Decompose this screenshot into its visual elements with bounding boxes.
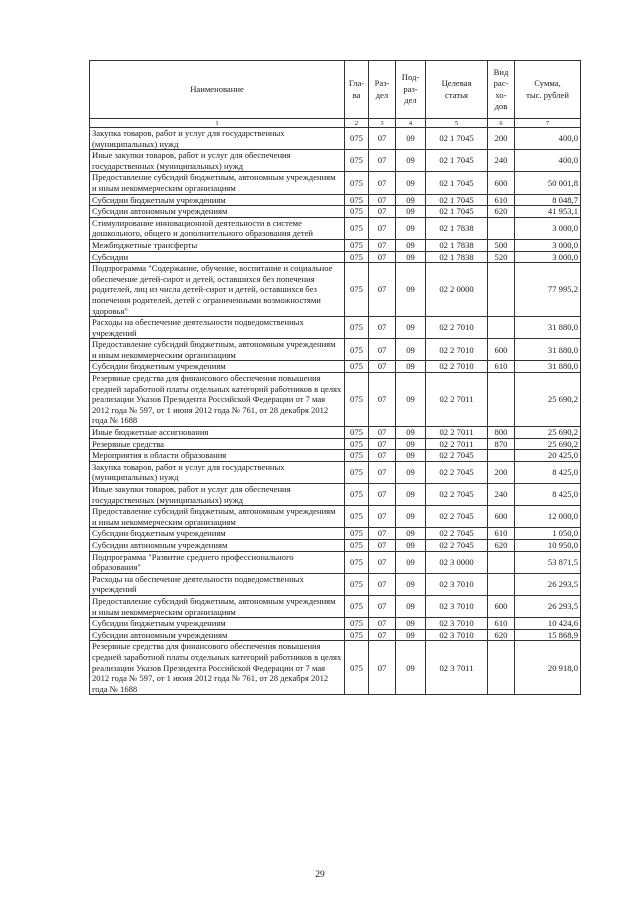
row-vid-cell: 610 xyxy=(488,618,515,630)
row-statya-cell: 02 1 7045 xyxy=(426,128,488,150)
row-podrazdel-cell: 09 xyxy=(396,263,426,317)
row-razdel-cell: 07 xyxy=(369,506,396,528)
row-razdel-cell: 07 xyxy=(369,484,396,506)
row-razdel-cell: 07 xyxy=(369,339,396,361)
table-row xyxy=(90,217,581,239)
row-vid-cell xyxy=(488,263,515,317)
row-sum-cell: 53 871,5 xyxy=(515,551,581,573)
row-podrazdel-cell: 09 xyxy=(396,461,426,483)
row-name-cell: Резервные средства для финансового обеспечения повышения средней заработной платы отдельных категорий работников в целях реализации Указов Президента Российской Федерации от 7 мая 2012 года № 597, от 1 июня 2012 года № 761, от 28 декабря 2012 года № 1688 xyxy=(90,641,345,695)
row-razdel-cell: 07 xyxy=(369,450,396,462)
row-statya-cell: 02 2 7045 xyxy=(426,450,488,462)
row-glava-cell: 075 xyxy=(345,450,369,462)
row-sum-cell: 50 001,8 xyxy=(515,172,581,194)
table-row xyxy=(90,150,581,172)
row-glava-cell: 075 xyxy=(345,206,369,218)
row-vid-cell: 610 xyxy=(488,528,515,540)
row-podrazdel-cell: 09 xyxy=(396,150,426,172)
row-razdel-cell: 07 xyxy=(369,317,396,339)
row-razdel-cell: 07 xyxy=(369,461,396,483)
table-row xyxy=(90,194,581,206)
budget-table xyxy=(89,60,581,695)
row-sum-cell: 77 995,2 xyxy=(515,263,581,317)
row-statya-cell: 02 3 7010 xyxy=(426,595,488,617)
row-vid-cell: 600 xyxy=(488,339,515,361)
row-razdel-cell: 07 xyxy=(369,251,396,263)
row-statya-cell: 02 1 7838 xyxy=(426,251,488,263)
row-sum-cell: 8 048,7 xyxy=(515,194,581,206)
row-podrazdel-cell: 09 xyxy=(396,239,426,251)
column-number: 6 xyxy=(488,119,515,128)
row-glava-cell: 075 xyxy=(345,461,369,483)
row-statya-cell: 02 2 0000 xyxy=(426,263,488,317)
row-glava-cell: 075 xyxy=(345,251,369,263)
row-name-cell: Резервные средства xyxy=(90,438,345,450)
row-glava-cell: 075 xyxy=(345,373,369,427)
row-vid-cell: 800 xyxy=(488,427,515,439)
row-sum-cell: 31 880,0 xyxy=(515,361,581,373)
row-sum-cell: 3 000,0 xyxy=(515,251,581,263)
header-razdel: Раз- дел xyxy=(369,61,396,119)
column-number: 2 xyxy=(345,119,369,128)
row-vid-cell: 200 xyxy=(488,128,515,150)
row-podrazdel-cell: 09 xyxy=(396,339,426,361)
row-name-cell: Субсидии бюджетным учреждениям xyxy=(90,618,345,630)
row-glava-cell: 075 xyxy=(345,528,369,540)
table-row xyxy=(90,438,581,450)
row-vid-cell: 870 xyxy=(488,438,515,450)
page-number: 29 xyxy=(315,870,325,880)
row-podrazdel-cell: 09 xyxy=(396,206,426,218)
row-name-cell: Резервные средства для финансового обеспечения повышения средней заработной платы отдельных категорий работников в целях реализации Указов Президента Российской Федерации от 7 мая 2012 года № 597, от 1 июня 2012 года № 761, от 28 декабря 2012 года № 1688 xyxy=(90,373,345,427)
row-statya-cell: 02 2 7011 xyxy=(426,427,488,439)
row-name-cell: Предоставление субсидий бюджетным, автономным учреждениям и иным некоммерческим организациям xyxy=(90,506,345,528)
table-body xyxy=(90,128,581,695)
row-razdel-cell: 07 xyxy=(369,150,396,172)
row-statya-cell: 02 1 7838 xyxy=(426,239,488,251)
table-row xyxy=(90,361,581,373)
row-vid-cell: 600 xyxy=(488,172,515,194)
row-sum-cell: 1 050,0 xyxy=(515,528,581,540)
row-razdel-cell: 07 xyxy=(369,239,396,251)
row-name-cell: Межбюджетные трансферты xyxy=(90,239,345,251)
table-row xyxy=(90,339,581,361)
row-podrazdel-cell: 09 xyxy=(396,528,426,540)
row-sum-cell: 41 953,1 xyxy=(515,206,581,218)
row-name-cell: Закупка товаров, работ и услуг для государственных (муниципальных) нужд xyxy=(90,461,345,483)
row-podrazdel-cell: 09 xyxy=(396,361,426,373)
table-row xyxy=(90,461,581,483)
row-vid-cell xyxy=(488,573,515,595)
row-razdel-cell: 07 xyxy=(369,618,396,630)
column-number: 4 xyxy=(396,119,426,128)
row-glava-cell: 075 xyxy=(345,217,369,239)
row-name-cell: Стимулирование инновационной деятельности в системе дошкольного, общего и дополнительного образования детей xyxy=(90,217,345,239)
table-row xyxy=(90,263,581,317)
row-glava-cell: 075 xyxy=(345,239,369,251)
row-name-cell: Закупка товаров, работ и услуг для государственных (муниципальных) нужд xyxy=(90,128,345,150)
row-name-cell: Мероприятия в области образования xyxy=(90,450,345,462)
row-name-cell: Субсидии бюджетным учреждениям xyxy=(90,194,345,206)
row-statya-cell: 02 1 7045 xyxy=(426,206,488,218)
row-podrazdel-cell: 09 xyxy=(396,194,426,206)
row-glava-cell: 075 xyxy=(345,128,369,150)
row-podrazdel-cell: 09 xyxy=(396,539,426,551)
row-glava-cell: 075 xyxy=(345,641,369,695)
row-razdel-cell: 07 xyxy=(369,573,396,595)
row-statya-cell: 02 2 7011 xyxy=(426,438,488,450)
row-statya-cell: 02 2 7010 xyxy=(426,361,488,373)
row-name-cell: Субсидии автономным учреждениям xyxy=(90,539,345,551)
row-vid-cell xyxy=(488,641,515,695)
row-podrazdel-cell: 09 xyxy=(396,438,426,450)
header-summa: Сумма, тыс. рублей xyxy=(515,61,581,119)
row-podrazdel-cell: 09 xyxy=(396,629,426,641)
row-vid-cell: 610 xyxy=(488,194,515,206)
row-name-cell: Субсидии автономным учреждениям xyxy=(90,629,345,641)
row-sum-cell: 400,0 xyxy=(515,150,581,172)
row-glava-cell: 075 xyxy=(345,317,369,339)
row-podrazdel-cell: 09 xyxy=(396,317,426,339)
table-row xyxy=(90,618,581,630)
table-row xyxy=(90,595,581,617)
row-name-cell: Субсидии бюджетным учреждениям xyxy=(90,361,345,373)
header-name: Наименование xyxy=(90,61,345,119)
row-razdel-cell: 07 xyxy=(369,551,396,573)
table-row xyxy=(90,641,581,695)
row-vid-cell: 240 xyxy=(488,150,515,172)
table-row xyxy=(90,317,581,339)
row-sum-cell: 31 880,0 xyxy=(515,339,581,361)
row-razdel-cell: 07 xyxy=(369,438,396,450)
row-razdel-cell: 07 xyxy=(369,539,396,551)
row-podrazdel-cell: 09 xyxy=(396,595,426,617)
row-vid-cell: 240 xyxy=(488,484,515,506)
table-row xyxy=(90,539,581,551)
row-glava-cell: 075 xyxy=(345,573,369,595)
row-statya-cell: 02 2 7045 xyxy=(426,506,488,528)
row-sum-cell: 26 293,5 xyxy=(515,573,581,595)
row-name-cell: Иные закупки товаров, работ и услуг для обеспечения государственных (муниципальных) нужд xyxy=(90,484,345,506)
row-vid-cell: 500 xyxy=(488,239,515,251)
row-vid-cell: 620 xyxy=(488,206,515,218)
column-number-row xyxy=(90,119,581,128)
table-row xyxy=(90,528,581,540)
row-statya-cell: 02 1 7045 xyxy=(426,172,488,194)
row-vid-cell xyxy=(488,450,515,462)
row-statya-cell: 02 3 7010 xyxy=(426,618,488,630)
row-sum-cell: 26 293,5 xyxy=(515,595,581,617)
row-podrazdel-cell: 09 xyxy=(396,551,426,573)
table-row xyxy=(90,239,581,251)
row-podrazdel-cell: 09 xyxy=(396,618,426,630)
column-number: 1 xyxy=(90,119,345,128)
column-number: 3 xyxy=(369,119,396,128)
row-sum-cell: 8 425,0 xyxy=(515,461,581,483)
row-name-cell: Иные бюджетные ассигнования xyxy=(90,427,345,439)
row-name-cell: Субсидии бюджетным учреждениям xyxy=(90,528,345,540)
row-statya-cell: 02 1 7838 xyxy=(426,217,488,239)
table-row xyxy=(90,629,581,641)
row-sum-cell: 20 918,0 xyxy=(515,641,581,695)
row-podrazdel-cell: 09 xyxy=(396,641,426,695)
table-row xyxy=(90,484,581,506)
row-sum-cell: 8 425,0 xyxy=(515,484,581,506)
row-name-cell: Субсидии автономным учреждениям xyxy=(90,206,345,218)
row-sum-cell: 3 000,0 xyxy=(515,217,581,239)
row-glava-cell: 075 xyxy=(345,629,369,641)
row-razdel-cell: 07 xyxy=(369,595,396,617)
row-podrazdel-cell: 09 xyxy=(396,217,426,239)
row-statya-cell: 02 3 7010 xyxy=(426,573,488,595)
row-name-cell: Предоставление субсидий бюджетным, автономным учреждениям и иным некоммерческим организациям xyxy=(90,172,345,194)
row-podrazdel-cell: 09 xyxy=(396,450,426,462)
row-statya-cell: 02 2 7045 xyxy=(426,528,488,540)
row-glava-cell: 075 xyxy=(345,438,369,450)
row-sum-cell: 25 690,2 xyxy=(515,427,581,439)
row-vid-cell: 620 xyxy=(488,629,515,641)
row-name-cell: Предоставление субсидий бюджетным, автономным учреждениям и иным некоммерческим организациям xyxy=(90,339,345,361)
table-row xyxy=(90,450,581,462)
table-row xyxy=(90,506,581,528)
row-glava-cell: 075 xyxy=(345,427,369,439)
row-razdel-cell: 07 xyxy=(369,641,396,695)
table-row xyxy=(90,551,581,573)
header-podrazdel: Под- раз- дел xyxy=(396,61,426,119)
row-statya-cell: 02 1 7045 xyxy=(426,150,488,172)
row-sum-cell: 15 868,9 xyxy=(515,629,581,641)
row-glava-cell: 075 xyxy=(345,595,369,617)
row-statya-cell: 02 2 7011 xyxy=(426,373,488,427)
row-sum-cell: 10 950,0 xyxy=(515,539,581,551)
row-glava-cell: 075 xyxy=(345,506,369,528)
row-statya-cell: 02 3 0000 xyxy=(426,551,488,573)
row-statya-cell: 02 2 7010 xyxy=(426,339,488,361)
column-number: 7 xyxy=(515,119,581,128)
row-podrazdel-cell: 09 xyxy=(396,484,426,506)
table-header xyxy=(90,61,581,128)
row-podrazdel-cell: 09 xyxy=(396,172,426,194)
row-name-cell: Расходы на обеспечение деятельности подведомственных учреждений xyxy=(90,573,345,595)
column-number: 5 xyxy=(426,119,488,128)
row-razdel-cell: 07 xyxy=(369,528,396,540)
row-statya-cell: 02 2 7045 xyxy=(426,461,488,483)
row-sum-cell: 25 690,2 xyxy=(515,438,581,450)
row-glava-cell: 075 xyxy=(345,618,369,630)
row-vid-cell: 600 xyxy=(488,595,515,617)
row-razdel-cell: 07 xyxy=(369,206,396,218)
row-name-cell: Расходы на обеспечение деятельности подведомственных учреждений xyxy=(90,317,345,339)
row-statya-cell: 02 3 7010 xyxy=(426,629,488,641)
row-name-cell: Подпрограмма "Развитие среднего профессионального образования" xyxy=(90,551,345,573)
row-razdel-cell: 07 xyxy=(369,361,396,373)
row-glava-cell: 075 xyxy=(345,172,369,194)
row-statya-cell: 02 1 7045 xyxy=(426,194,488,206)
row-razdel-cell: 07 xyxy=(369,263,396,317)
row-sum-cell: 10 424,6 xyxy=(515,618,581,630)
row-glava-cell: 075 xyxy=(345,194,369,206)
row-sum-cell: 25 690,2 xyxy=(515,373,581,427)
row-glava-cell: 075 xyxy=(345,539,369,551)
row-sum-cell: 20 425,0 xyxy=(515,450,581,462)
row-vid-cell xyxy=(488,317,515,339)
header-glava: Гла- ва xyxy=(345,61,369,119)
table-row xyxy=(90,128,581,150)
row-glava-cell: 075 xyxy=(345,150,369,172)
row-statya-cell: 02 3 7011 xyxy=(426,641,488,695)
row-sum-cell: 31 880,0 xyxy=(515,317,581,339)
row-podrazdel-cell: 09 xyxy=(396,427,426,439)
row-statya-cell: 02 2 7045 xyxy=(426,484,488,506)
row-vid-cell: 620 xyxy=(488,539,515,551)
row-podrazdel-cell: 09 xyxy=(396,128,426,150)
table-row xyxy=(90,573,581,595)
row-razdel-cell: 07 xyxy=(369,629,396,641)
table-row xyxy=(90,206,581,218)
row-name-cell: Предоставление субсидий бюджетным, автономным учреждениям и иным некоммерческим организациям xyxy=(90,595,345,617)
table-row xyxy=(90,373,581,427)
header-vid: Вид рас- хо- дов xyxy=(488,61,515,119)
row-vid-cell: 200 xyxy=(488,461,515,483)
row-razdel-cell: 07 xyxy=(369,194,396,206)
row-podrazdel-cell: 09 xyxy=(396,506,426,528)
header-statya: Целевая статья xyxy=(426,61,488,119)
table-row xyxy=(90,427,581,439)
row-sum-cell: 3 000,0 xyxy=(515,239,581,251)
row-sum-cell: 400,0 xyxy=(515,128,581,150)
row-razdel-cell: 07 xyxy=(369,128,396,150)
row-name-cell: Подпрограмма "Содержание, обучение, воспитание и социальное обеспечение детей-сирот и детей, оставшихся без попечения родителей, лиц из числа детей-сирот и детей, оставшихся без попечения родителей, детей с ограниченными возможностями здоровья" xyxy=(90,263,345,317)
row-vid-cell xyxy=(488,373,515,427)
row-vid-cell: 600 xyxy=(488,506,515,528)
row-vid-cell: 610 xyxy=(488,361,515,373)
row-razdel-cell: 07 xyxy=(369,217,396,239)
row-podrazdel-cell: 09 xyxy=(396,573,426,595)
table-row xyxy=(90,251,581,263)
row-glava-cell: 075 xyxy=(345,484,369,506)
table-row xyxy=(90,172,581,194)
row-glava-cell: 075 xyxy=(345,339,369,361)
row-razdel-cell: 07 xyxy=(369,373,396,427)
row-glava-cell: 075 xyxy=(345,263,369,317)
row-vid-cell xyxy=(488,217,515,239)
row-glava-cell: 075 xyxy=(345,551,369,573)
row-glava-cell: 075 xyxy=(345,361,369,373)
row-sum-cell: 12 000,0 xyxy=(515,506,581,528)
row-podrazdel-cell: 09 xyxy=(396,373,426,427)
row-name-cell: Субсидии xyxy=(90,251,345,263)
row-razdel-cell: 07 xyxy=(369,427,396,439)
row-name-cell: Иные закупки товаров, работ и услуг для обеспечения государственных (муниципальных) нужд xyxy=(90,150,345,172)
row-podrazdel-cell: 09 xyxy=(396,251,426,263)
row-statya-cell: 02 2 7045 xyxy=(426,539,488,551)
row-vid-cell xyxy=(488,551,515,573)
row-vid-cell: 520 xyxy=(488,251,515,263)
row-statya-cell: 02 2 7010 xyxy=(426,317,488,339)
row-razdel-cell: 07 xyxy=(369,172,396,194)
